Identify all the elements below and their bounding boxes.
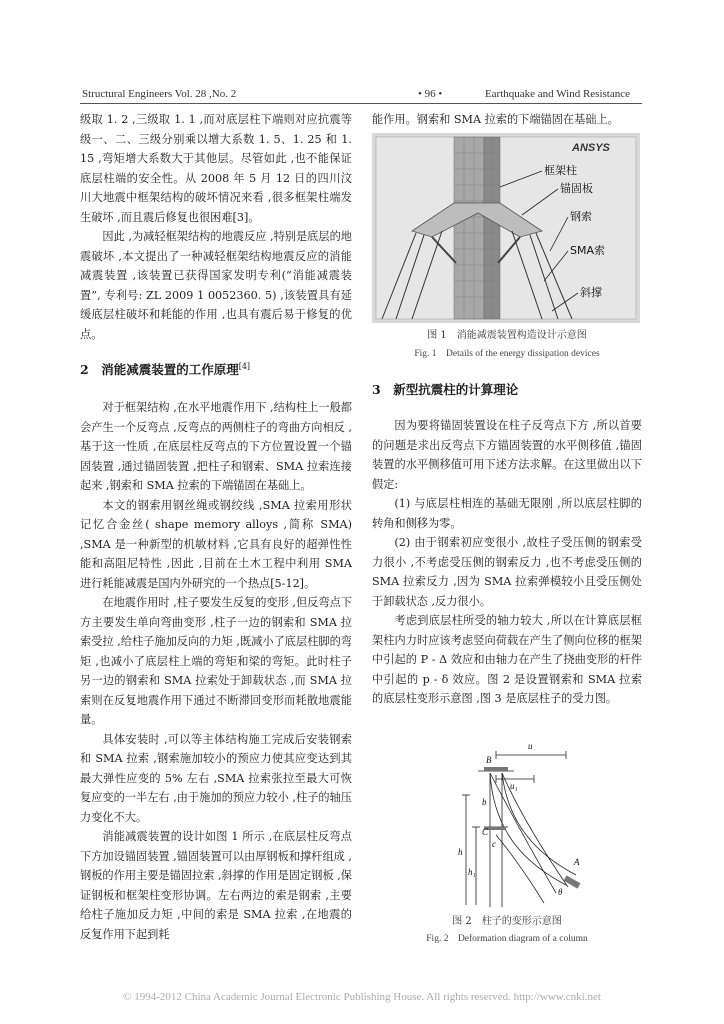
- label-h1: h₁: [468, 867, 476, 877]
- paragraph: 消能减震装置的设计如图 1 所示 ,在底层柱反弯点下方加设锚固装置 ,锚固装置可以由厚钢板和撑杆组成 ,钢板的作用主要是锚固拉索 ,斜撑的作用是固定钢板 ,保证钢板和框架柱变形协调。左右两边的索是钢索 ,主要给柱子施加反力矩 ,中间的索是 SMA 拉索 ,在地震的反复作用下起到耗: [80, 830, 352, 941]
- figure-2: [438, 735, 588, 907]
- label-b: b: [482, 797, 487, 807]
- label-B: B: [486, 755, 492, 765]
- label-theta: θ: [558, 887, 563, 897]
- paragraph: 对于框架结构 ,在水平地震作用下 ,结构柱上一般都会产生一个反弯点 ,反弯点的两侧柱子的弯曲方向相反 ,基于这一性质 ,在底层柱反弯点的下方位置设置一个锚固装置 ,通过锚固装置 ,把柱子和钢索、SMA 拉索连接起来 ,钢索和 SMA 拉索的下端锚固在基础上。: [80, 401, 352, 492]
- copyright-footer: © 1994-2012 China Academic Journal Electronic Publishing House. All rights reserved. http://www.cnki.net: [123, 991, 601, 1003]
- right-column-body: [372, 416, 642, 709]
- figure-2-caption-cn: 图 2 柱子的变形示意图: [452, 916, 562, 927]
- running-header: [80, 88, 638, 104]
- figure-1: [372, 133, 640, 323]
- section-heading-3: 3 新型抗震柱的计算理论: [372, 382, 519, 397]
- paragraph: 级取 1. 2 ,三级取 1. 1 ,而对底层柱下端则对应抗震等级一、二、三级分别乘以增大系数 1. 5、1. 25 和 1. 15 ,弯矩增大系数大于其他层。尽管如此 ,也不能保证底层柱端的安全性。从 2008 年 5 月 12 日的四川汶川大地震中框架结构的破坏情况来看 ,很多框架柱端发生破坏 ,而且震后修复也很困难[3]。: [80, 113, 352, 224]
- label-steel-cable: 钢索: [570, 210, 592, 223]
- deformation-diagram: [438, 735, 588, 907]
- paragraph: 考虑到底层柱所受的轴力较大 ,所以在计算底层框架柱内力时应该考虑竖向荷载在产生了侧向位移的框架中引起的 P - Δ 效应和由轴力在产生了挠曲变形的杆件中引起的 p - δ 效应。图 2 是设置钢索和 SMA 拉索的底层柱变形示意图 ,图 3 是底层柱子的受力图。: [372, 614, 642, 705]
- label-h: h: [458, 847, 463, 857]
- label-u: u: [528, 741, 533, 751]
- section-heading-2: 2 消能减震装置的工作原理[4]: [80, 361, 251, 377]
- device-model-image: [372, 133, 640, 323]
- figure-1-caption-en: Fig. 1 Details of the energy dissipation devices: [414, 349, 600, 359]
- page-number: • 96 •: [418, 88, 443, 100]
- label-brace: 斜撑: [580, 286, 602, 299]
- paragraph: 因为要将锚固装置设在柱子反弯点下方 ,所以首要的问题是求出反弯点下方锚固装置的水平侧移值 ,锚固装置的水平侧移值可用下述方法求解。在这里做出以下假定:: [372, 419, 642, 491]
- right-column-top: [372, 110, 642, 130]
- software-logo: ANSYS: [572, 142, 610, 154]
- label-sma-cable: SMA索: [570, 244, 605, 257]
- paragraph: 具体安装时 ,可以等主体结构施工完成后安装钢索和 SMA 拉索 ,钢索施加较小的预应力使其应变达到其最大弹性应变的 5% 左右 ,SMA 拉索张拉至最大可恢复应变的一半左右 ,由于施加的预应力较小 ,柱子的轴压力变化不大。: [80, 732, 352, 824]
- paragraph: 能作用。钢索和 SMA 拉索的下端锚固在基础上。: [372, 113, 619, 126]
- paragraph: 在地震作用时 ,柱子要发生反复的变形 ,但反弯点下方主要发生单向弯曲变形 ,柱子一边的钢索和 SMA 拉索受拉 ,给柱子施加反向的力矩 ,既减小了底层柱脚的弯矩 ,也减小了底层柱上端的弯矩和梁的弯矩。此时柱子另一边的钢索和 SMA 拉索处于卸载状态 ,而 SMA 拉索则在反复地震作用下通过不断滞回变形而耗散地震能量。: [80, 596, 352, 726]
- figure-1-caption-cn: 图 1 消能减震装置构造设计示意图: [427, 330, 587, 341]
- label-c: c: [492, 839, 496, 849]
- paragraph: (2) 由于钢索初应变很小 ,故柱子受压侧的钢索受力很小 ,不考虑受压侧的钢索反力 ,也不考虑受压侧的 SMA 拉索反力 ,因为 SMA 拉索弹模较小且受压侧处于卸载状态 ,反力很小。: [372, 536, 642, 608]
- label-A: A: [574, 857, 580, 867]
- label-C: C: [482, 827, 489, 837]
- header-rule: [80, 103, 642, 104]
- paragraph: (1) 与底层柱相连的基础无限刚 ,所以底层柱脚的转角和侧移为零。: [372, 497, 642, 530]
- figure-2-caption-en: Fig. 2 Deformation diagram of a column: [426, 934, 588, 944]
- paragraph: 因此 ,为减轻框架结构的地震反应 ,特别是底层的地震破坏 ,本文提出了一种减轻框架结构地震反应的消能减震装置 ,该装置已获得国家发明专利(“消能减震装置”, 专利号: ZL 2009 1 0052360. 5) ,该装置具有延缓底层柱破坏和耗能的作用 ,也具有震后易于修复的优点。: [80, 230, 352, 341]
- label-u1: u₁: [510, 781, 518, 791]
- journal-info: Structural Engineers Vol. 28 ,No. 2: [82, 88, 237, 100]
- section-title: Earthquake and Wind Resistance: [484, 88, 630, 100]
- left-column-cont: [80, 398, 352, 944]
- label-anchor-plate: 锚固板: [560, 182, 593, 195]
- left-column: [80, 110, 352, 344]
- paragraph: 本文的钢索用钢丝绳或钢绞线 ,SMA 拉索用形状记忆合金丝( shape memory alloys ,简称 SMA) ,SMA 是一种新型的机敏材料 ,它具有良好的超弹性性能和高阻尼特性 ,因此 ,目前在土木工程中利用 SMA 进行耗能减震是国内外研究的一个热点[5-12]。: [80, 498, 352, 590]
- label-frame-column: 框架柱: [544, 164, 577, 177]
